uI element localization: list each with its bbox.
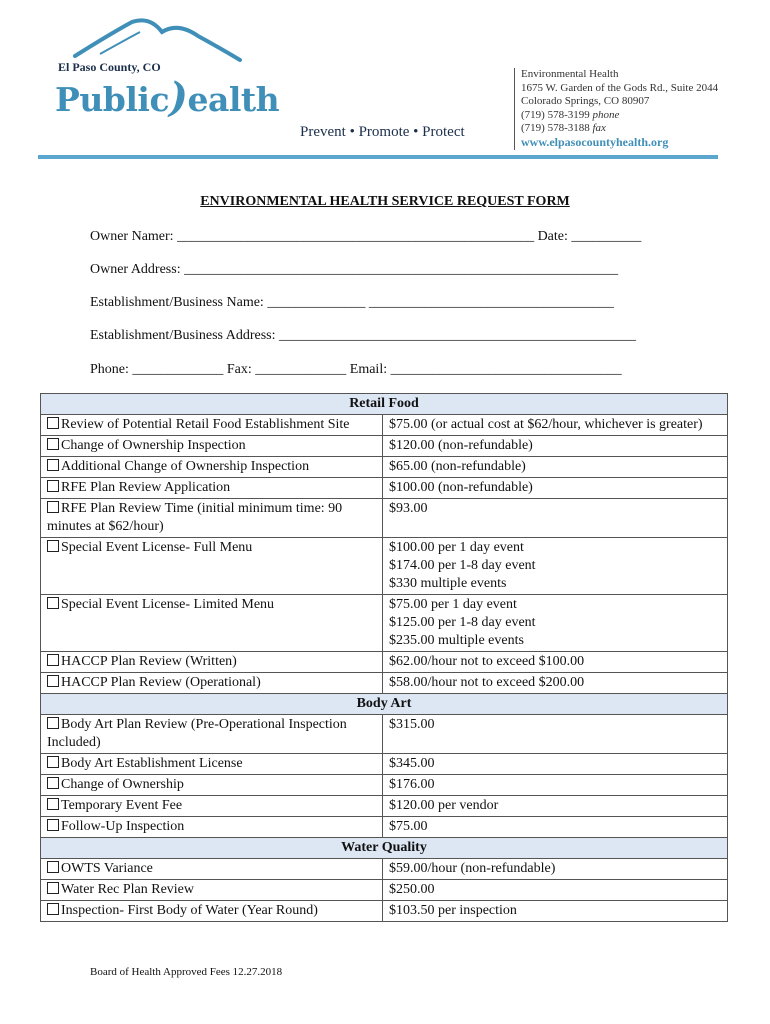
fee-cell: $120.00 per vendor — [383, 796, 728, 817]
fee-cell: $100.00 per 1 day event $174.00 per 1-8 day event $330 multiple events — [383, 538, 728, 595]
service-label: Inspection- First Body of Water (Year Round) — [61, 903, 318, 918]
section-header-row — [41, 694, 728, 715]
section-title: Water Quality — [41, 838, 728, 859]
service-cell — [41, 859, 383, 880]
checkbox[interactable] — [47, 417, 59, 429]
contact-fax-line — [521, 122, 718, 136]
section-title: Body Art — [41, 694, 728, 715]
contact-phone-label: phone — [592, 108, 620, 121]
service-cell — [41, 754, 383, 775]
fee-cell: $345.00 — [383, 754, 728, 775]
service-cell — [41, 880, 383, 901]
contact-phone: (719) 578-3199 — [521, 108, 590, 121]
service-cell — [41, 901, 383, 922]
checkbox[interactable] — [47, 438, 59, 450]
service-cell — [41, 817, 383, 838]
checkbox[interactable] — [47, 861, 59, 873]
service-cell — [41, 478, 383, 499]
contact-block — [514, 68, 718, 150]
service-cell — [41, 775, 383, 796]
contact-address1: 1675 W. Garden of the Gods Rd., Suite 2044 — [521, 81, 719, 94]
fee-cell: $58.00/hour not to exceed $200.00 — [383, 673, 728, 694]
service-label: Follow-Up Inspection — [61, 819, 185, 834]
tagline: Prevent • Promote • Protect — [300, 124, 465, 140]
service-label: OWTS Variance — [61, 861, 153, 876]
table-row — [41, 652, 728, 673]
fee-cell: $75.00 — [383, 817, 728, 838]
table-row — [41, 754, 728, 775]
service-cell — [41, 715, 383, 754]
fee-cell: $59.00/hour (non-refundable) — [383, 859, 728, 880]
form-title: ENVIRONMENTAL HEALTH SERVICE REQUEST FORM — [200, 194, 570, 209]
service-cell — [41, 499, 383, 538]
brand-health: ealth — [187, 80, 280, 119]
service-label: Body Art Plan Review (Pre-Operational Inspection Included) — [47, 717, 347, 750]
table-row — [41, 715, 728, 754]
table-row — [41, 817, 728, 838]
service-label: Review of Potential Retail Food Establishment Site — [61, 417, 350, 432]
service-label: HACCP Plan Review (Written) — [61, 654, 237, 669]
table-row — [41, 538, 728, 595]
service-label: Body Art Establishment License — [61, 756, 243, 771]
fee-cell: $120.00 (non-refundable) — [383, 436, 728, 457]
checkbox[interactable] — [47, 675, 59, 687]
service-cell — [41, 436, 383, 457]
contact-dept: Environmental Health — [521, 68, 619, 80]
brand-public: Public — [55, 80, 170, 119]
fee-cell: $250.00 — [383, 880, 728, 901]
owner-address-field[interactable]: Owner Address: ______________________________________________________________ — [90, 262, 619, 277]
business-address-field[interactable]: Establishment/Business Address: ___________________________________________________ — [90, 328, 636, 343]
section-header-row — [41, 394, 728, 415]
brand-h-figure-icon: ) — [169, 74, 188, 121]
table-row — [41, 436, 728, 457]
contact-fax-label: fax — [592, 122, 606, 135]
checkbox[interactable] — [47, 480, 59, 492]
owner-name-field[interactable]: Owner Namer: ___________________________________________________ Date: __________ — [90, 229, 642, 244]
table-row — [41, 859, 728, 880]
brand-wordmark — [55, 74, 279, 121]
section-title: Retail Food — [41, 394, 728, 415]
service-label: Additional Change of Ownership Inspection — [61, 459, 310, 474]
contact-fax: (719) 578-3188 — [521, 122, 590, 135]
checkbox[interactable] — [47, 882, 59, 894]
fee-cell: $315.00 — [383, 715, 728, 754]
table-row — [41, 478, 728, 499]
service-label: Special Event License- Limited Menu — [61, 597, 275, 612]
table-row — [41, 457, 728, 478]
service-cell — [41, 538, 383, 595]
table-row — [41, 415, 728, 436]
fee-cell: $103.50 per inspection — [383, 901, 728, 922]
checkbox[interactable] — [47, 501, 59, 513]
contact-website[interactable]: www.elpasocountyhealth.org — [521, 134, 669, 149]
section-header-row — [41, 838, 728, 859]
service-label: Change of Ownership — [61, 777, 184, 792]
footer-note: Board of Health Approved Fees 12.27.2018 — [90, 966, 283, 978]
checkbox[interactable] — [47, 597, 59, 609]
fee-cell: $65.00 (non-refundable) — [383, 457, 728, 478]
checkbox[interactable] — [47, 459, 59, 471]
fee-cell: $176.00 — [383, 775, 728, 796]
checkbox[interactable] — [47, 903, 59, 915]
header-rule — [38, 155, 718, 159]
service-label: RFE Plan Review Time (initial minimum time: 90 minutes at $62/hour) — [47, 501, 343, 534]
county-name: El Paso County, CO — [58, 60, 161, 74]
fee-cell: $75.00 per 1 day event $125.00 per 1-8 day event $235.00 multiple events — [383, 595, 728, 652]
service-cell — [41, 457, 383, 478]
checkbox[interactable] — [47, 798, 59, 810]
service-label: RFE Plan Review Application — [61, 480, 231, 495]
contact-address2: Colorado Springs, CO 80907 — [521, 95, 650, 108]
table-row — [41, 796, 728, 817]
fee-table — [40, 393, 728, 922]
fee-cell: $100.00 (non-refundable) — [383, 478, 728, 499]
service-label: Temporary Event Fee — [61, 798, 183, 813]
service-cell — [41, 415, 383, 436]
service-label: HACCP Plan Review (Operational) — [61, 675, 261, 690]
service-label: Water Rec Plan Review — [61, 882, 194, 897]
contact-info-field[interactable]: Phone: _____________ Fax: _____________ Email: _________________________________ — [90, 362, 622, 377]
fee-cell: $93.00 — [383, 499, 728, 538]
checkbox[interactable] — [47, 540, 59, 552]
service-cell — [41, 796, 383, 817]
service-cell — [41, 595, 383, 652]
table-row — [41, 673, 728, 694]
checkbox[interactable] — [47, 756, 59, 768]
service-label: Special Event License- Full Menu — [61, 540, 253, 555]
table-row — [41, 901, 728, 922]
table-row — [41, 595, 728, 652]
service-cell — [41, 673, 383, 694]
checkbox[interactable] — [47, 819, 59, 831]
business-name-field[interactable]: Establishment/Business Name: ______________ ___________________________________ — [90, 295, 614, 310]
service-label: Change of Ownership Inspection — [61, 438, 246, 453]
checkbox[interactable] — [47, 654, 59, 666]
contact-phone-line — [521, 109, 718, 123]
table-row — [41, 880, 728, 901]
table-row — [41, 775, 728, 796]
fee-cell: $75.00 (or actual cost at $62/hour, whichever is greater) — [383, 415, 728, 436]
fee-cell: $62.00/hour not to exceed $100.00 — [383, 652, 728, 673]
service-cell — [41, 652, 383, 673]
checkbox[interactable] — [47, 777, 59, 789]
checkbox[interactable] — [47, 717, 59, 729]
table-row — [41, 499, 728, 538]
